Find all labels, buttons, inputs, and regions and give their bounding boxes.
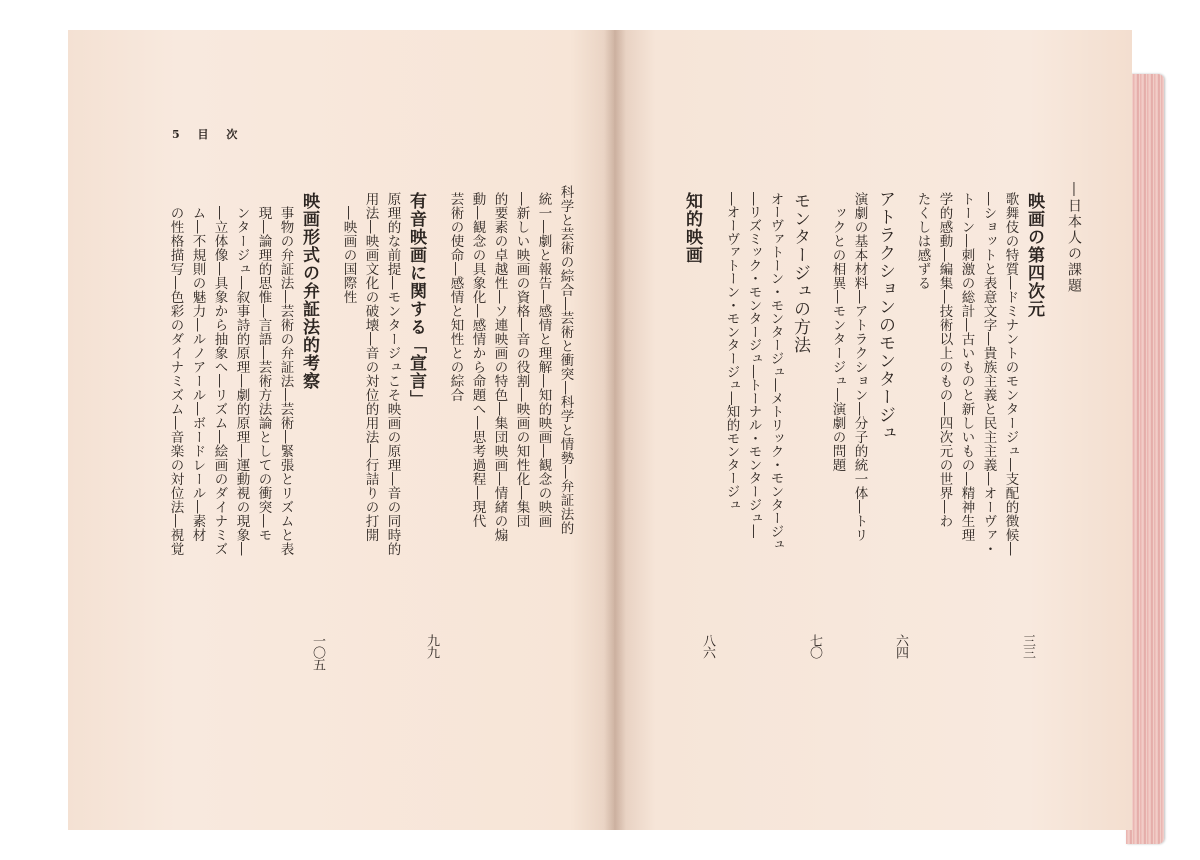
toc-description: の性格描写―色彩のダイナミズム―音楽の対位法―視覚 <box>167 206 184 556</box>
right-page <box>614 30 1132 830</box>
toc-description: ンタージュ―叙事詩的原理―劇的原理―運動視の現象― <box>233 206 250 556</box>
toc-description: ―ショットと表意文字―貴族主義と民主主義―オーヴァ・ <box>980 192 997 556</box>
toc-description: 統一―劇と報告―感情と理解―知的映画―観念の映画 <box>535 192 552 528</box>
toc-description: 現―論理的思惟―言語―芸術方法論としての衝突―モ <box>255 206 272 542</box>
toc-description: 歌舞伎の特質―ドミナントのモンタージュ―支配的徴候― <box>1002 192 1019 556</box>
toc-description: ―リズミック・モンタージュ―トーナル・モンタージュ― <box>745 192 762 538</box>
toc-chapter-title: 有音映画に関する「宣言」 <box>406 192 426 408</box>
toc-description: 的要素の卓越性―ソ連映画の特色―集団映画―情緒の煽 <box>491 192 508 542</box>
page-number: 三三 <box>1020 634 1035 658</box>
toc-description: ム―不規則の魅力―ルノアール―ボードレール―素材 <box>189 206 206 542</box>
toc-description: ―新しい映画の資格―音の役割―映画の知性化―集団 <box>513 192 530 528</box>
toc-description: 演劇の基本材料―アトラクション―分子的統一体―トリ <box>851 192 868 542</box>
toc-chapter-title: 映画の第四次元 <box>1024 192 1044 318</box>
toc-description: たくしは感ずる <box>914 192 931 290</box>
toc-description: ―オーヴァトーン・モンタージュ―知的モンタージュ <box>723 192 740 512</box>
toc-description: 原理的な前提―モンタージュこそ映画の原理―音の同時的 <box>384 192 401 556</box>
open-book <box>68 30 1150 830</box>
page-number: 八六 <box>700 634 715 658</box>
page-number: 六四 <box>893 634 908 658</box>
toc-description: 事物の弁証法―芸術の弁証法―芸術―緊張とリズムと表 <box>277 206 294 556</box>
toc-description: ―立体像―具象から抽象へ―リズム―絵画のダイナミズ <box>211 206 228 556</box>
toc-description: 動―観念の具象化―感情から命題へ―思考過程―現代 <box>469 192 486 528</box>
page-number: 七〇 <box>807 634 822 658</box>
book-gutter <box>604 30 626 830</box>
toc-description: 学的感動―編集―技術以上のもの―四次元の世界―わ <box>936 192 953 528</box>
page-number: 九九 <box>424 634 439 658</box>
toc-description: 科学と芸術の綜合―芸術と衝突―科学と情勢―弁証法的 <box>557 185 574 535</box>
page-number: 一〇五 <box>310 634 325 670</box>
toc-description: 用法―映画文化の破壊―音の対位的用法―行詰りの打開 <box>362 192 379 542</box>
toc-description: ―日本人の課題 <box>1066 182 1082 294</box>
running-head: 5 目 次 <box>172 128 245 141</box>
toc-description: 芸術の使命―感情と知性との綜合 <box>447 192 464 402</box>
toc-description: トーン―刺激の総計―古いものと新しいもの―精神生理 <box>958 192 975 542</box>
toc-description: ―映画の国際性 <box>340 206 357 304</box>
toc-chapter-title: 知的映画 <box>682 192 702 264</box>
toc-description: オーヴァトーン・モンタージュ―メトリック・モンタージュ <box>767 192 784 552</box>
toc-chapter-title: 映画形式の弁証法的考察 <box>299 192 319 390</box>
toc-chapter-title: アトラクションのモンタージュ <box>875 190 895 442</box>
toc-description: ックとの相異―モンタージュ―演劇の問題 <box>829 206 846 472</box>
left-page <box>68 30 614 830</box>
toc-chapter-title: モンタージュの方法 <box>790 192 810 354</box>
